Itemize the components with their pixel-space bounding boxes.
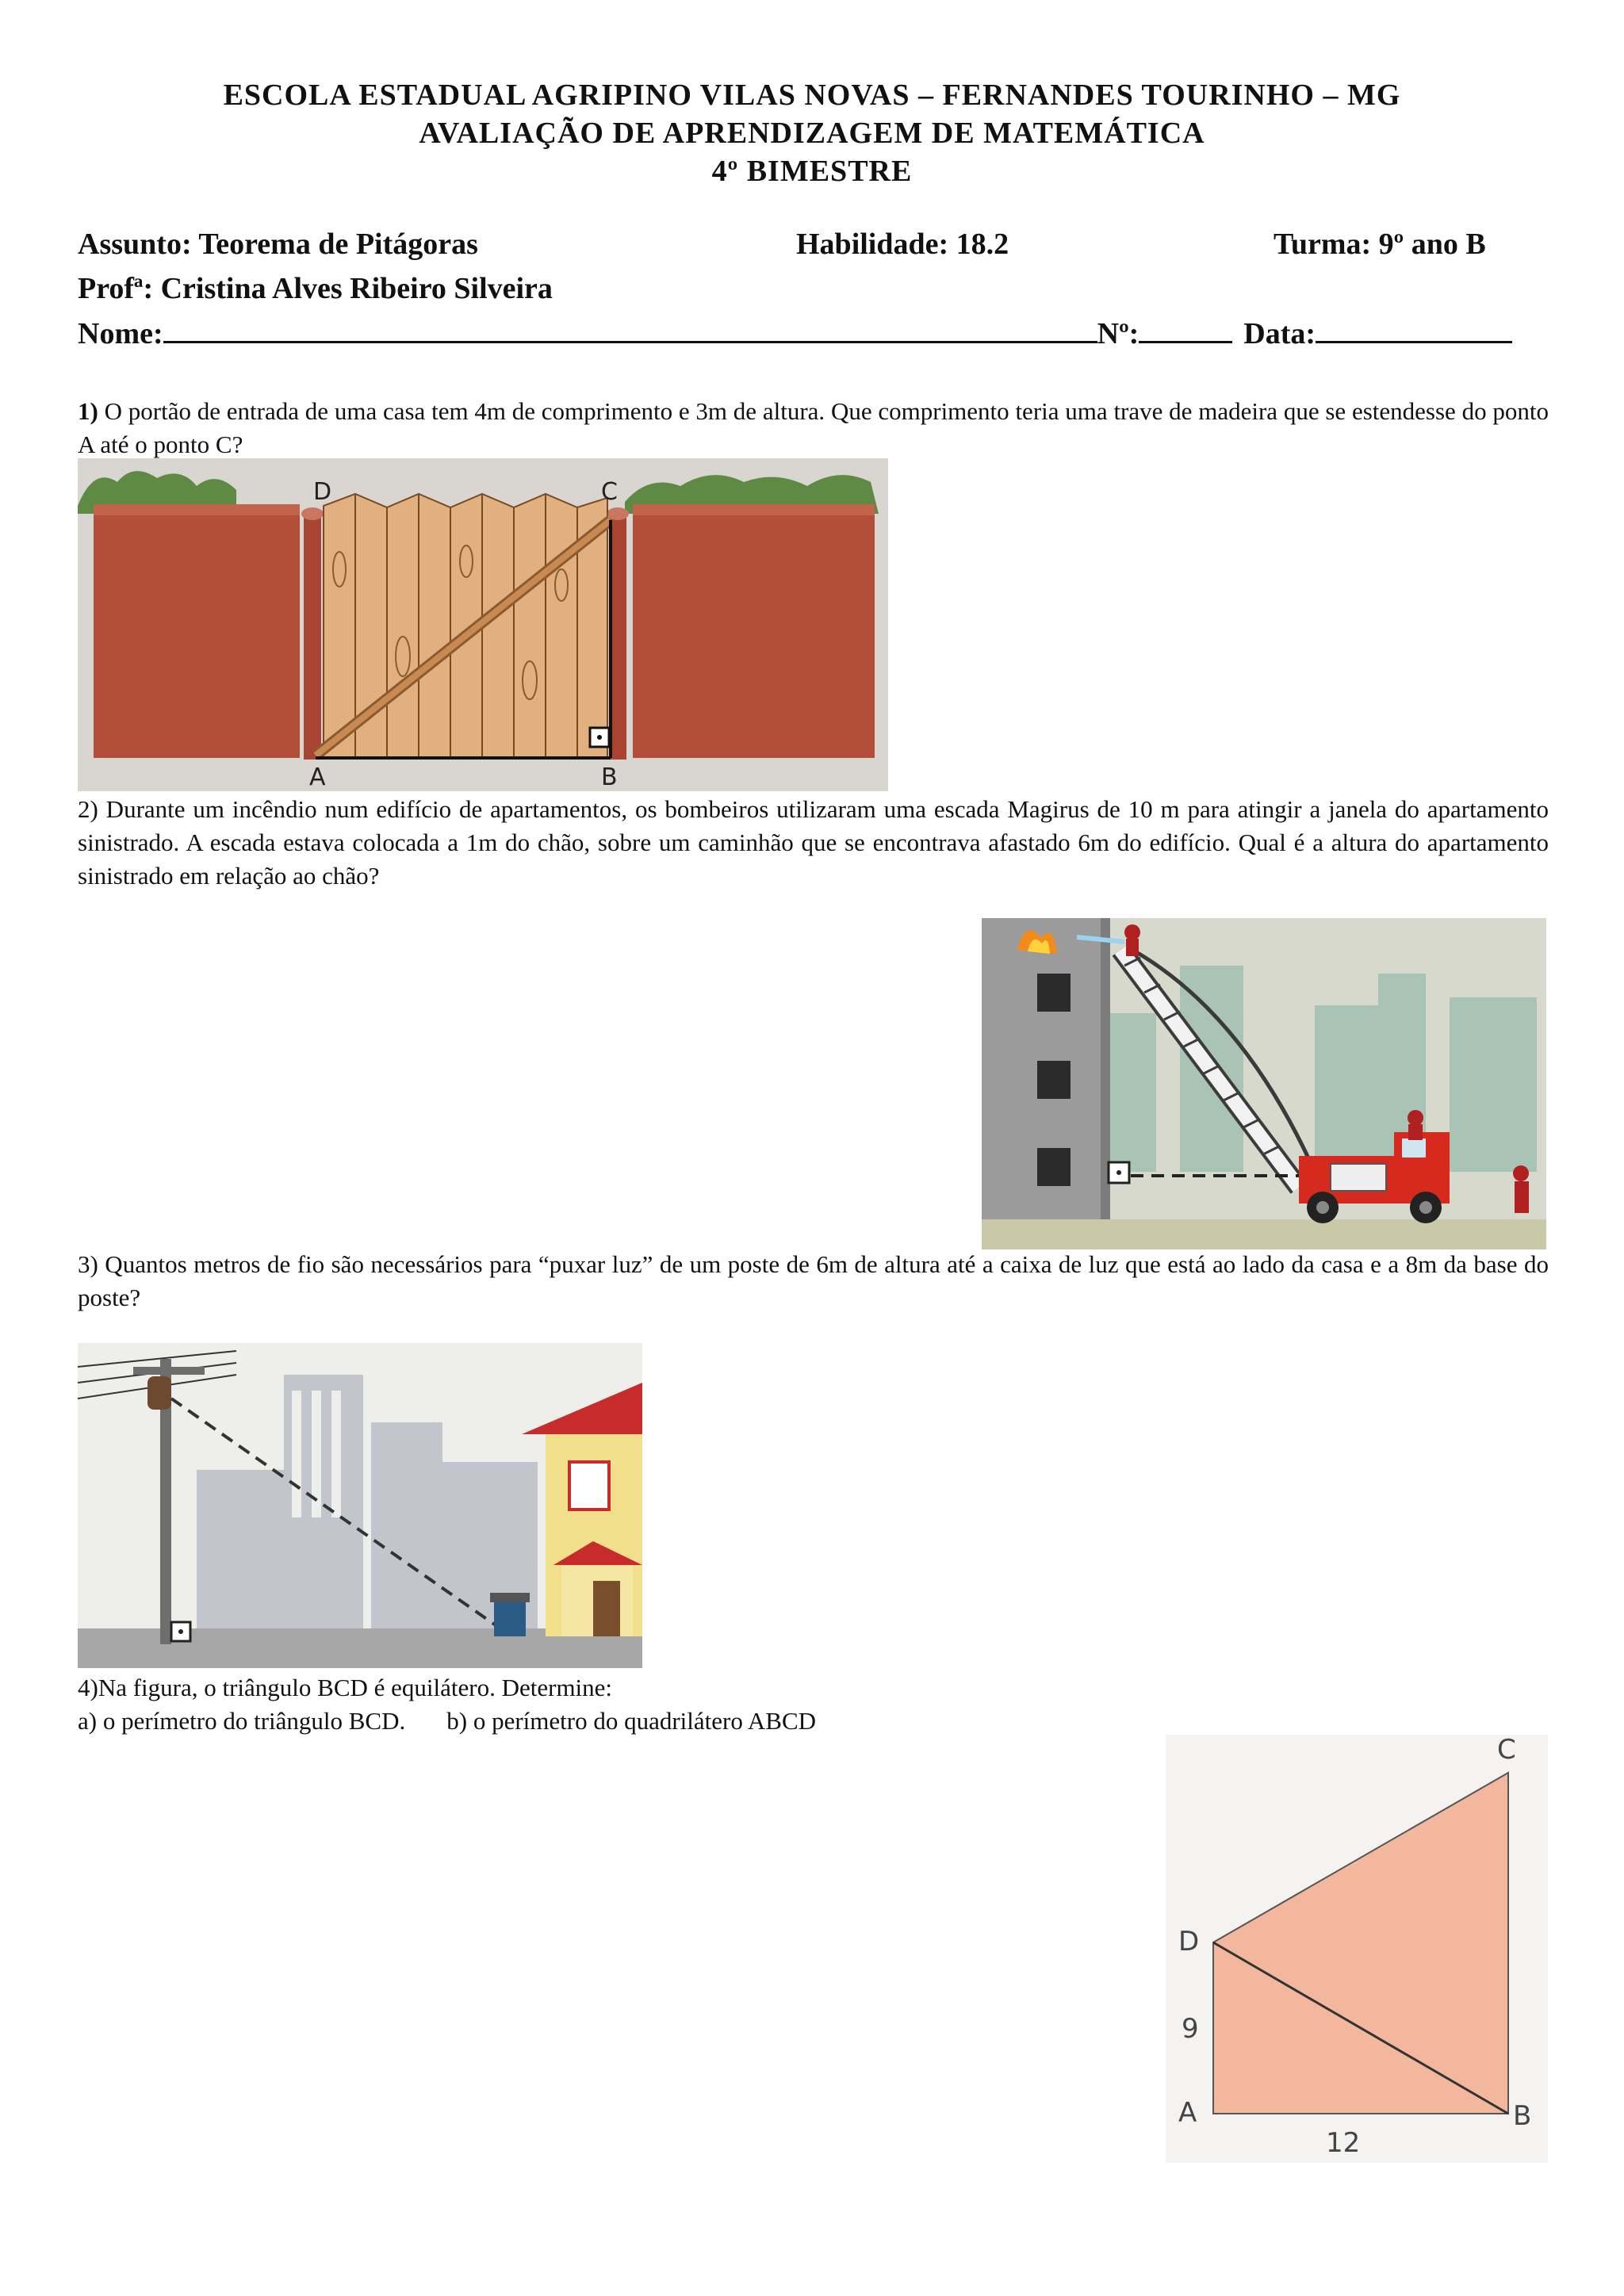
skill-label: Habilidade: 18.2: [796, 228, 1009, 261]
date-label: Data:: [1243, 317, 1316, 350]
term-title: 4º BIMESTRE: [711, 155, 913, 188]
triangle-label-d: D: [1178, 1926, 1200, 1957]
question-4b: b) o perímetro do quadrilátero ABCD: [446, 1707, 817, 1735]
question-1: [78, 395, 1549, 461]
gate-label-a: A: [309, 763, 326, 791]
pole-figure: [78, 1343, 642, 1668]
class-label: Turma: 9º ano B: [1274, 228, 1486, 261]
school-name: ESCOLA ESTADUAL AGRIPINO VILAS NOVAS – FERNANDES TOURINHO – MG: [223, 78, 1401, 112]
date-blank[interactable]: [1316, 314, 1512, 343]
question-4-intro: 4)Na figura, o triângulo BCD é equilátero. Determine:: [78, 1674, 613, 1701]
gate-label-c: C: [601, 478, 618, 506]
question-4a: a) o perímetro do triângulo BCD.: [78, 1707, 406, 1735]
name-label: Nome:: [78, 317, 163, 350]
question-3: 3) Quantos metros de fio são necessários para “puxar luz” de um poste de 6m de altura até a caixa de luz que está ao lado da casa e a 8m da base do poste?: [78, 1250, 1549, 1311]
gate-label-b: B: [601, 763, 618, 791]
evaluation-title: AVALIAÇÃO DE APRENDIZAGEM DE MATEMÁTICA: [419, 117, 1205, 150]
question-4-parts: [78, 1705, 1549, 1738]
triangle-figure: [1166, 1735, 1548, 2163]
number-blank[interactable]: [1139, 314, 1232, 343]
gate-label-d: D: [313, 478, 332, 506]
question-1-number: 1): [78, 397, 98, 425]
gate-figure: [78, 458, 888, 791]
question-1-text: O portão de entrada de uma casa tem 4m de comprimento e 3m de altura. Que comprimento teria uma trave de madeira que se estendesse do ponto A até o ponto C?: [78, 397, 1549, 458]
firetruck-figure: [982, 918, 1546, 1249]
student-info-line: [78, 314, 1512, 351]
name-blank[interactable]: [163, 314, 1097, 343]
triangle-label-a: A: [1178, 2097, 1197, 2129]
triangle-label-c: C: [1497, 1735, 1516, 1766]
triangle-side-ad: 9: [1182, 2013, 1199, 2045]
teacher-label: Profª: Cristina Alves Ribeiro Silveira: [78, 272, 553, 305]
subject-label: Assunto: Teorema de Pitágoras: [78, 228, 478, 261]
triangle-label-b: B: [1513, 2100, 1532, 2132]
triangle-side-ab: 12: [1326, 2127, 1361, 2159]
question-2: 2) Durante um incêndio num edifício de apartamentos, os bombeiros utilizaram uma escada Magirus de 10 m para atingir a janela do apartamento sinistrado. A escada estava colocada a 1m do chão, sobre um caminhão que se encontrava afastado 6m do edifício. Qual é a altura do apartamento sinistrado em relação ao chão?: [78, 795, 1549, 890]
number-label: Nº:: [1097, 317, 1139, 350]
